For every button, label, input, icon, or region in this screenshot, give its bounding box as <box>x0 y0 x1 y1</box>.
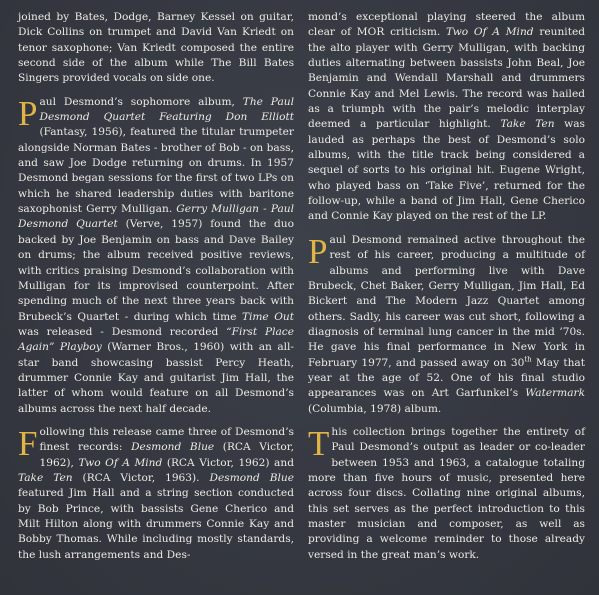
text-run: (Verve, 1957) found the duo backed by Joe Benjamin on bass and Dave Bailey on drums; the album received positive reviews, with critics praising Desmond’s collaboration with Mulligan for its improvised counterpoint. After spending much of the next three years back with Brubeck’s Quartet - during which time <box>18 218 294 323</box>
text-run: reunited the alto player with Gerry Mulligan, with backing duties alternating between bassists John Beal, Joe Benjamin and Wendall Marshall and drummers Connie Kay and Mel Lewis. The record was hailed as a triumph with the pair’s melodic interplay deemed a particular highlight. <box>308 26 585 131</box>
left-paragraph-continued: joined by Bates, Dodge, Barney Kessel on guitar, Dick Collins on trumpet and David Van Kriedt on tenor saxophone; Van Kriedt composed the entire second side of the album while The Bill Bates Singers provided vocals on side one. <box>18 11 294 85</box>
text-run: (Columbia, 1978) album. <box>308 402 442 415</box>
text-run: (Warner Bros., 1960) with an all-star band showcasing bassist Percy Heath, drummer Connie Kay and guitarist Jim Hall, the latter of whom would feature on all Desmond’s albums across the next half decade. <box>18 341 294 415</box>
album-title: Take Ten <box>18 471 73 484</box>
text-run: (RCA Victor, 1962), <box>39 441 294 469</box>
drop-cap: T <box>308 423 330 463</box>
right-column <box>308 10 585 571</box>
text-run: (RCA Victor, 1962) and <box>162 456 294 469</box>
album-title: Desmond Blue <box>209 471 295 484</box>
text-run: (Fantasy, 1956), featured the titular trumpeter alongside Norman Bates - brother of Bob - on bass, and saw Joe Dodge returning on drums. In 1957 Desmond began sessions for the first of two LPs on which he shared leadership duties with baritone saxophonist Gerry Mulligan. <box>18 126 294 216</box>
text-run: was lauded as perhaps the best of Desmond’s solo albums, with the title track being considered a sequel of sorts to his original hit. Eugene Wright, who played bass on ‘Take Five’, returned for the follow-up, while a band of Jim Hall, Gene Cherico and Connie Kay played on the rest of the LP. <box>308 118 585 223</box>
text-run: May that year at the age of 52. One of his final studio appearances was on Art Garfunkel’s <box>308 356 585 400</box>
drop-cap: P <box>308 231 328 271</box>
drop-cap: F <box>18 423 38 463</box>
ordinal-suffix: th <box>524 355 532 364</box>
album-title: Gerry Mulligan - Paul Desmond Quartet <box>18 203 294 231</box>
text-run: his collection brings together the entirety of Paul Desmond’s output as leader or co-leader between 1953 and 1963, a catalogue totaling more than five hours of music, presented here across four discs. Collating nine original albums, this set serves as the perfect introduction to this master musician and composer, as well as providing a welcome reminder to those already versed in the great man’s work. <box>308 425 585 561</box>
album-title: Take Ten <box>500 118 555 131</box>
album-title: Two Of A Mind <box>446 26 534 39</box>
album-title: “First Place Again” Playboy <box>18 325 294 354</box>
album-title: Desmond Blue <box>131 441 215 454</box>
album-title: Watermark <box>525 387 585 400</box>
text-run: mond’s exceptional playing steered the album clear of MOR criticism. <box>308 11 585 39</box>
right-paragraph-collection <box>308 425 585 563</box>
text-run: was released - Desmond recorded <box>18 325 227 338</box>
left-paragraph-sophomore-album <box>18 95 294 417</box>
album-title: Time Out <box>241 310 294 323</box>
left-column <box>18 10 294 571</box>
right-paragraph-later-career <box>308 233 585 417</box>
text-run: aul Desmond remained active throughout the rest of his career, producing a multitude of albums and performing live with Dave Brubeck, Chet Baker, Gerry Mulligan, Jim Hall, Ed Bickert and The Modern Jazz Quartet among others. Sadly, his career was cut short, following a diagnosis of terminal lung cancer in the mid ’70s. He gave his final performance in New York in February 1977, and passed away on 30 <box>308 233 585 369</box>
drop-cap: P <box>18 93 38 133</box>
text-run: ollowing this release came three of Desmond’s finest records: <box>39 425 294 454</box>
right-paragraph-continued <box>308 10 585 225</box>
text-run: (RCA Victor, 1963). <box>72 471 210 484</box>
text-run: featured Jim Hall and a string section conducted by Bob Prince, with bassists Gene Cherico and Milt Hilton along with drummers Connie Kay and Bobby Thomas. While including mostly standards, the lush arrangements and Des- <box>18 487 294 561</box>
text-run: aul Desmond’s sophomore album, <box>39 95 243 108</box>
album-title: The Paul Desmond Quartet Featuring Don Elliott <box>39 95 294 124</box>
left-paragraph-finest-records <box>18 425 294 563</box>
album-title: Two Of A Mind <box>78 456 163 469</box>
